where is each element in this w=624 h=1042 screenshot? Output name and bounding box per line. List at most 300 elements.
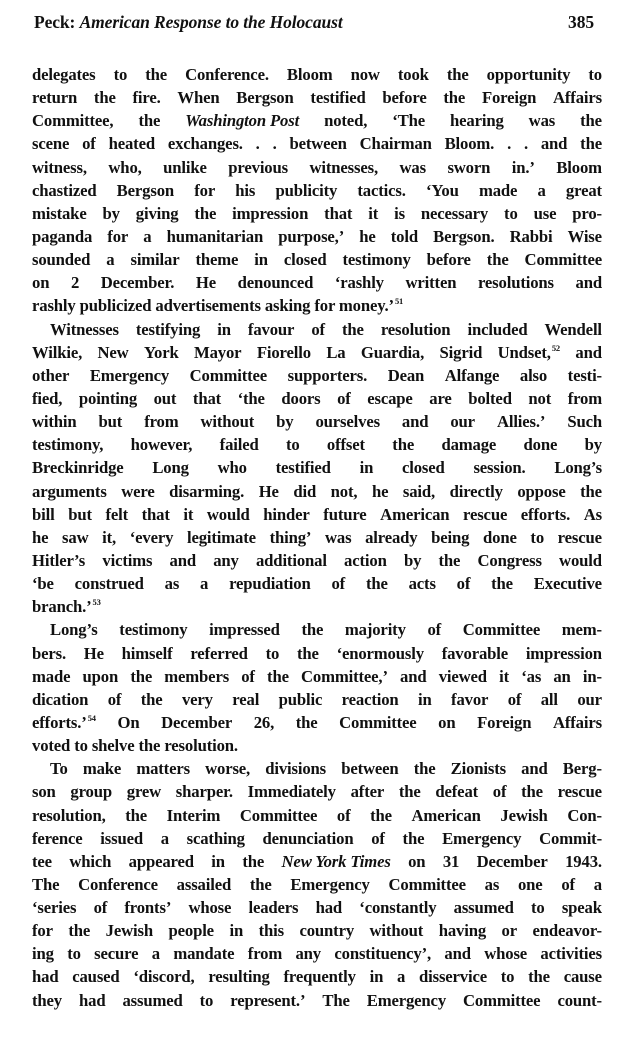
word: thing’ xyxy=(269,527,312,547)
word: endeavor- xyxy=(532,921,602,941)
word: an xyxy=(553,666,571,686)
word: defeat xyxy=(435,782,479,802)
word: heated xyxy=(108,134,155,154)
word: took xyxy=(397,65,429,84)
word: they xyxy=(32,990,62,1010)
word: the xyxy=(249,874,272,894)
word: majority xyxy=(344,620,406,640)
word: in xyxy=(229,921,244,941)
word: reaction xyxy=(341,689,399,709)
text-line xyxy=(32,896,602,919)
author-name: Peck: xyxy=(34,12,76,32)
word: as xyxy=(484,874,500,894)
word: Emergency xyxy=(290,874,370,894)
word: worse, xyxy=(205,759,251,779)
word: Bergson. xyxy=(433,226,495,246)
word: opportunity xyxy=(486,65,571,84)
word: 31 xyxy=(442,851,460,871)
word: favor xyxy=(451,689,489,709)
word: ‘enormously xyxy=(336,643,424,663)
word: fire. xyxy=(132,88,161,108)
word: within xyxy=(32,412,77,432)
word: cause xyxy=(563,967,602,987)
word: purpose,’ xyxy=(278,226,345,246)
word: Bergson xyxy=(236,88,294,108)
word: Committee xyxy=(524,250,602,270)
word: that xyxy=(192,388,222,408)
text-line xyxy=(32,572,602,595)
body-text xyxy=(32,63,602,1012)
word: of xyxy=(107,689,122,709)
running-head-title xyxy=(34,10,343,34)
word: of xyxy=(337,388,351,408)
word: pro- xyxy=(572,203,602,223)
word: Emergency xyxy=(89,365,170,385)
word: supporters. xyxy=(287,365,368,385)
text-line xyxy=(32,86,602,109)
word: When xyxy=(177,88,220,108)
word: mandate xyxy=(173,944,235,964)
word: doors xyxy=(281,388,321,408)
word: and xyxy=(169,550,197,570)
word: acts xyxy=(408,574,436,594)
word: real xyxy=(232,689,260,709)
word: bolted xyxy=(468,388,512,408)
word: whose xyxy=(484,944,528,964)
word: the xyxy=(138,111,161,131)
word: Foreign xyxy=(477,712,532,732)
word: rescue xyxy=(463,504,508,524)
word: of xyxy=(331,574,346,594)
word: to xyxy=(113,65,128,84)
word: the xyxy=(68,921,91,941)
word: . xyxy=(523,134,528,154)
word: a xyxy=(397,967,406,987)
word: our xyxy=(450,412,475,432)
word: hearing xyxy=(450,111,504,131)
word: . xyxy=(255,134,260,154)
word: in xyxy=(211,851,225,871)
word: action xyxy=(344,550,387,570)
word: a xyxy=(106,250,115,270)
word: and xyxy=(400,666,427,686)
word: would xyxy=(559,550,602,570)
word: were xyxy=(121,481,155,501)
word: of xyxy=(561,874,575,894)
word: the xyxy=(580,481,602,501)
word: testimony xyxy=(342,250,411,270)
word: speak xyxy=(561,898,602,918)
word: very xyxy=(181,689,213,709)
text-line xyxy=(32,989,602,1012)
text-line xyxy=(32,248,602,271)
word: oppose xyxy=(517,481,566,501)
word: La xyxy=(326,342,346,362)
word: repudiation xyxy=(229,574,311,594)
word: On xyxy=(117,712,140,732)
word: the xyxy=(370,805,392,825)
word: and xyxy=(540,134,568,154)
word: favorable xyxy=(441,643,509,663)
word: any xyxy=(295,944,321,964)
line-text: branch.’$^{53}$ xyxy=(32,597,101,617)
text-line xyxy=(32,63,602,86)
text-line xyxy=(32,318,602,341)
word: on xyxy=(32,273,50,293)
word: it xyxy=(368,203,379,223)
word: New York Times xyxy=(281,851,391,871)
word: exchanges. xyxy=(167,134,243,154)
word: activities xyxy=(540,944,602,964)
word: are xyxy=(429,388,452,408)
word: Zionists xyxy=(450,759,507,779)
word: that xyxy=(324,203,353,223)
word: bill xyxy=(32,504,55,524)
word: the xyxy=(194,203,217,223)
word: of xyxy=(427,620,442,640)
word: felt xyxy=(105,504,129,524)
word: to xyxy=(588,65,602,84)
word: testified xyxy=(275,458,331,478)
word: appeared xyxy=(128,851,194,871)
word: and xyxy=(521,759,548,779)
word: was xyxy=(399,157,426,177)
word: failed xyxy=(219,435,259,455)
word: Wilkie, xyxy=(32,342,83,362)
word: . xyxy=(272,134,277,154)
word: Hitler’s xyxy=(32,550,86,570)
word: the xyxy=(301,620,324,640)
word: between xyxy=(341,759,399,779)
word: a xyxy=(537,180,546,200)
word: ing xyxy=(32,944,54,964)
word: resolution xyxy=(380,319,451,339)
word: our xyxy=(577,689,602,709)
word: resolutions xyxy=(477,273,554,293)
word: New xyxy=(97,342,129,362)
word: other xyxy=(32,365,70,385)
word: construed xyxy=(74,574,144,594)
text-line xyxy=(32,202,602,225)
word: the xyxy=(413,759,436,779)
word: of xyxy=(492,782,507,802)
word: closed xyxy=(401,458,445,478)
word: humanitarian xyxy=(166,226,264,246)
word: after xyxy=(350,782,385,802)
word: the xyxy=(125,805,148,825)
text-line xyxy=(32,387,602,410)
text-line xyxy=(32,873,602,896)
word: Bloom xyxy=(286,65,333,84)
word: told xyxy=(390,226,418,246)
word: had xyxy=(79,990,106,1010)
text-line xyxy=(32,688,602,711)
word: rescue xyxy=(557,782,602,802)
word: Long’s xyxy=(50,620,98,640)
word: publicity xyxy=(275,180,338,200)
word: victims xyxy=(102,550,153,570)
word: Guardia, xyxy=(360,342,425,362)
word: the xyxy=(486,250,509,270)
word: resulting xyxy=(208,967,270,987)
word: ‘rashly xyxy=(334,273,384,293)
word: in.’ xyxy=(511,157,535,177)
word: he xyxy=(32,527,49,547)
word: Bergson xyxy=(116,180,175,200)
word: impression xyxy=(525,643,602,663)
text-line xyxy=(32,642,602,665)
word: the xyxy=(242,851,265,871)
word: leaders xyxy=(248,898,299,918)
word: sharper. xyxy=(175,782,233,802)
word: done xyxy=(483,527,517,547)
word: to xyxy=(285,435,300,455)
word: Committee xyxy=(462,620,541,640)
word: Washington Post xyxy=(185,111,300,131)
word: Such xyxy=(567,412,602,432)
word: now xyxy=(350,65,380,84)
word: the xyxy=(296,643,319,663)
word: mistake xyxy=(32,203,87,223)
word: the xyxy=(580,111,602,131)
word: assailed xyxy=(176,874,232,894)
word: fronts’ xyxy=(124,898,172,918)
word: disarming. xyxy=(169,481,245,501)
text-line xyxy=(32,364,602,387)
word: the xyxy=(295,712,318,732)
word: himself xyxy=(121,643,173,663)
word: ‘every xyxy=(129,527,174,547)
word: secure xyxy=(94,944,139,964)
word: bers. xyxy=(32,643,67,663)
word: which xyxy=(69,851,112,871)
word: having xyxy=(438,921,487,941)
word: by xyxy=(584,435,602,455)
word: Affairs xyxy=(552,712,602,732)
text-line xyxy=(32,757,602,780)
word: in xyxy=(217,319,231,339)
word: of xyxy=(507,689,522,709)
word: not xyxy=(528,388,552,408)
word: Jewish xyxy=(105,921,153,941)
word: and xyxy=(575,342,602,362)
text-line xyxy=(32,827,602,850)
word: to xyxy=(504,203,518,223)
word: unlike xyxy=(163,157,207,177)
word: being xyxy=(431,527,470,547)
word: Committee xyxy=(239,805,318,825)
word: As xyxy=(583,504,602,524)
word: or xyxy=(501,921,517,941)
word: Committee,’ xyxy=(301,666,388,686)
word: 26, xyxy=(253,712,275,732)
word: Foreign xyxy=(481,88,537,108)
word: who, xyxy=(108,157,142,177)
word: December. xyxy=(100,273,175,293)
word: the xyxy=(580,134,602,154)
word: impression xyxy=(232,203,309,223)
word: Committee, xyxy=(32,111,114,131)
word: Fiorello xyxy=(256,342,311,362)
word: 2 xyxy=(70,273,80,293)
word: for xyxy=(194,180,216,200)
word: chastized xyxy=(32,180,97,200)
word: included xyxy=(467,319,528,339)
word: it xyxy=(183,504,194,524)
word: return xyxy=(32,88,78,108)
word: American xyxy=(411,805,481,825)
word: was xyxy=(528,111,556,131)
word: favour xyxy=(247,319,295,339)
word: paganda xyxy=(32,226,93,246)
word: matters xyxy=(136,759,190,779)
word: Alfange xyxy=(444,365,500,385)
text-line xyxy=(32,433,602,456)
word: use xyxy=(533,203,557,223)
word: this xyxy=(258,921,284,941)
word: future xyxy=(323,504,367,524)
word: The xyxy=(32,874,60,894)
text-line xyxy=(32,341,602,364)
text-line xyxy=(32,942,602,965)
word: Chairman xyxy=(359,134,432,154)
word: He xyxy=(195,273,217,293)
word: to xyxy=(530,527,545,547)
word: the xyxy=(93,88,116,108)
word: Committee xyxy=(463,990,541,1010)
word: it xyxy=(499,666,510,686)
word: to xyxy=(531,898,545,918)
word: ‘constantly xyxy=(359,898,437,918)
word: from xyxy=(567,388,602,408)
word: the xyxy=(365,574,388,594)
word: whose xyxy=(188,898,232,918)
text-line xyxy=(32,618,602,641)
word: of xyxy=(456,574,471,594)
word: to xyxy=(265,643,280,663)
word: Dean xyxy=(387,365,425,385)
text-line xyxy=(32,132,602,155)
word: saw xyxy=(62,527,89,547)
word: Congress xyxy=(477,550,542,570)
word: the xyxy=(145,65,168,84)
word: but xyxy=(68,504,92,524)
word: from xyxy=(144,412,179,432)
text-line xyxy=(32,156,602,179)
word: directly xyxy=(449,481,503,501)
word: Rabbi xyxy=(509,226,553,246)
word: previous xyxy=(228,157,288,177)
word: people xyxy=(168,921,214,941)
word: Mayor xyxy=(193,342,242,362)
word: ‘be xyxy=(32,574,54,594)
page-number: 385 xyxy=(568,12,594,32)
word: Con- xyxy=(567,805,602,825)
word: December xyxy=(161,712,233,732)
word: of xyxy=(371,828,385,848)
word: in- xyxy=(582,666,602,686)
word: but xyxy=(98,412,123,432)
word: witness, xyxy=(32,157,87,177)
word: referred xyxy=(190,643,248,663)
word: did xyxy=(293,481,317,501)
chapter-title: American Response to the Holocaust xyxy=(79,12,343,32)
word: offset xyxy=(326,435,365,455)
word: denounced xyxy=(237,273,314,293)
word: dication xyxy=(32,689,89,709)
word: the xyxy=(446,65,469,84)
word: similar xyxy=(130,250,180,270)
text-line xyxy=(32,780,602,803)
word: one xyxy=(517,874,543,894)
word: Breckinridge xyxy=(32,458,124,478)
word: that xyxy=(141,504,170,524)
word: of xyxy=(93,898,108,918)
word: by xyxy=(276,412,294,432)
word: great xyxy=(565,180,602,200)
word: issued xyxy=(100,828,143,848)
text-line xyxy=(32,271,602,294)
word: in xyxy=(254,250,268,270)
word: group xyxy=(70,782,113,802)
word: to xyxy=(67,944,81,964)
word: make xyxy=(82,759,122,779)
word: not, xyxy=(330,481,358,501)
word: members xyxy=(164,666,230,686)
word: in xyxy=(359,458,374,478)
line-text: rashly publicized advertisements asking for money.’$^{51}$ xyxy=(32,296,404,316)
word: a xyxy=(143,226,152,246)
word: Interim xyxy=(166,805,221,825)
word: He xyxy=(258,481,279,501)
word: a xyxy=(160,828,169,848)
word: made xyxy=(32,666,71,686)
word: of xyxy=(82,134,96,154)
word: December xyxy=(476,851,548,871)
word: fied, xyxy=(32,388,63,408)
word: to xyxy=(500,967,515,987)
text-line xyxy=(32,410,602,433)
word: additional xyxy=(255,550,327,570)
word: ‘series xyxy=(32,898,77,918)
word: he xyxy=(359,226,376,246)
running-head xyxy=(34,10,594,34)
word: before xyxy=(382,88,427,108)
word: damage xyxy=(441,435,497,455)
word: testifying xyxy=(135,319,201,339)
word: Jewish xyxy=(500,805,548,825)
word: all xyxy=(540,689,558,709)
text-line xyxy=(32,480,602,503)
text-line xyxy=(32,965,602,988)
word: Committee xyxy=(388,874,466,894)
word: Berg- xyxy=(562,759,602,779)
word: his xyxy=(235,180,256,200)
word: York xyxy=(143,342,179,362)
word: ‘as xyxy=(521,666,542,686)
word: count- xyxy=(557,990,602,1010)
word: frequently xyxy=(283,967,356,987)
word: of xyxy=(241,666,255,686)
word: any xyxy=(213,550,239,570)
word: would xyxy=(206,504,250,524)
word: and xyxy=(575,273,602,293)
word: country xyxy=(299,921,355,941)
word: the xyxy=(438,550,461,570)
word: the xyxy=(521,782,543,802)
text-line xyxy=(32,850,602,873)
word: Emergency xyxy=(366,990,447,1010)
